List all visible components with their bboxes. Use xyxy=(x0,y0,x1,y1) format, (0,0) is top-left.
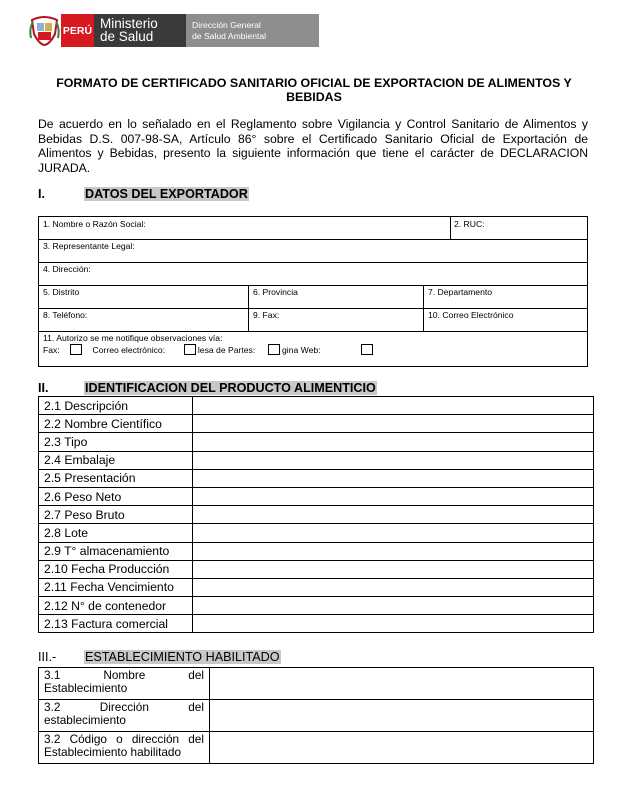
product-field-label: 2.4 Embalaje xyxy=(39,451,193,469)
table-row xyxy=(39,469,594,487)
coat-of-arms-icon xyxy=(28,14,61,47)
option-fax-checkbox[interactable] xyxy=(70,344,82,355)
option-web-label: gina Web: xyxy=(282,345,321,355)
section1-title: DATOS DEL EXPORTADOR xyxy=(85,187,248,201)
option-mesa-checkbox[interactable] xyxy=(268,344,280,355)
table-row xyxy=(39,560,594,578)
product-field-label: 2.8 Lote xyxy=(39,524,193,542)
product-field-value[interactable] xyxy=(193,578,594,596)
field-distrito[interactable]: 5. Distrito xyxy=(43,287,80,297)
field-nombre[interactable]: 1. Nombre o Razón Social: xyxy=(43,219,146,229)
establishment-field-value[interactable] xyxy=(210,700,594,732)
minsa-logo xyxy=(28,14,319,47)
table-row xyxy=(39,542,594,560)
table-row xyxy=(39,700,594,732)
table-row xyxy=(39,668,594,700)
notify-options xyxy=(43,344,373,355)
product-field-value[interactable] xyxy=(193,487,594,505)
product-field-value[interactable] xyxy=(193,397,594,415)
label-line2: establecimiento xyxy=(44,713,126,727)
section1-heading xyxy=(38,187,338,203)
product-field-value[interactable] xyxy=(193,433,594,451)
product-field-label: 2.3 Tipo xyxy=(39,433,193,451)
table-row xyxy=(39,506,594,524)
exporter-form xyxy=(38,216,588,367)
table-row xyxy=(39,524,594,542)
establishment-field-value[interactable] xyxy=(210,732,594,764)
direction-line2: de Salud Ambiental xyxy=(192,31,267,41)
product-field-value[interactable] xyxy=(193,597,594,615)
product-field-value[interactable] xyxy=(193,524,594,542)
section2-number: II. xyxy=(38,381,49,395)
intro-paragraph: De acuerdo en lo señalado en el Reglamento sobre Vigilancia y Control Sanitario de Alimentos y Bebidas D.S. 007-98-SA, Artículo 86° sobre el Certificado Sanitario Oficial de Exportación de Alimentos y Bebidas, presento la siguiente información que tiene el carácter de DECLARACION JURADA. xyxy=(38,117,588,175)
direction-name xyxy=(186,14,319,47)
product-field-label: 2.6 Peso Neto xyxy=(39,487,193,505)
product-field-label: 2.5 Presentación xyxy=(39,469,193,487)
option-correo-checkbox[interactable] xyxy=(184,344,196,355)
table-row xyxy=(39,397,594,415)
product-field-label: 2.13 Factura comercial xyxy=(39,615,193,633)
field-correo[interactable]: 10. Correo Electrónico xyxy=(428,310,514,320)
product-field-value[interactable] xyxy=(193,451,594,469)
option-mesa-label: lesa de Partes: xyxy=(197,345,256,355)
product-field-value[interactable] xyxy=(193,506,594,524)
establishment-field-value[interactable] xyxy=(210,668,594,700)
section1-number: I. xyxy=(38,187,45,201)
establishment-field-label xyxy=(39,668,210,700)
table-row xyxy=(39,415,594,433)
table-row xyxy=(39,487,594,505)
establishment-field-label xyxy=(39,732,210,764)
table-row xyxy=(39,597,594,615)
option-fax-label: Fax: xyxy=(43,345,60,355)
establishment-field-label xyxy=(39,700,210,732)
product-field-value[interactable] xyxy=(193,469,594,487)
product-field-label: 2.10 Fecha Producción xyxy=(39,560,193,578)
table-row xyxy=(39,615,594,633)
table-row xyxy=(39,433,594,451)
product-field-label: 2.2 Nombre Científico xyxy=(39,415,193,433)
field-departamento[interactable]: 7. Departamento xyxy=(428,287,493,297)
product-table xyxy=(38,396,594,633)
section3-heading xyxy=(38,650,338,666)
label-line2: Establecimiento habilitado xyxy=(44,745,182,759)
field-representante[interactable]: 3. Representante Legal: xyxy=(43,241,135,251)
product-field-value[interactable] xyxy=(193,615,594,633)
label-line1: 3.1 Nombre del xyxy=(44,668,204,682)
table-row xyxy=(39,578,594,596)
product-field-label: 2.12 N° de contenedor xyxy=(39,597,193,615)
label-line1: 3.2 Dirección del xyxy=(44,700,204,714)
ministry-name xyxy=(94,14,186,47)
product-field-value[interactable] xyxy=(193,415,594,433)
product-field-label: 2.11 Fecha Vencimiento xyxy=(39,578,193,596)
establishment-table xyxy=(38,667,594,764)
product-field-label: 2.1 Descripción xyxy=(39,397,193,415)
direction-line1: Dirección General xyxy=(192,20,261,30)
product-field-label: 2.7 Peso Bruto xyxy=(39,506,193,524)
ministry-line2: de Salud xyxy=(100,29,154,44)
product-field-value[interactable] xyxy=(193,560,594,578)
option-correo-label: Correo electrónico: xyxy=(92,345,166,355)
field-ruc[interactable]: 2. RUC: xyxy=(454,219,485,229)
country-label: PERÚ xyxy=(61,14,94,47)
label-line1: 3.2 Código o dirección del xyxy=(44,732,204,746)
section3-number: III.- xyxy=(38,650,57,664)
ministry-line1: Ministerio xyxy=(100,16,158,31)
option-web-checkbox[interactable] xyxy=(361,344,373,355)
field-provincia[interactable]: 6. Provincia xyxy=(253,287,298,297)
field-direccion[interactable]: 4. Dirección: xyxy=(43,264,91,274)
section3-title: ESTABLECIMIENTO HABILITADO xyxy=(85,650,280,664)
section2-heading xyxy=(38,381,438,397)
label-line2: Establecimiento xyxy=(44,681,128,695)
table-row xyxy=(39,732,594,764)
field-telefono[interactable]: 8. Teléfono: xyxy=(43,310,88,320)
field-notificacion: 11. Autorizo se me notifique observaciones vía: xyxy=(43,333,223,343)
document-title: FORMATO DE CERTIFICADO SANITARIO OFICIAL DE EXPORTACION DE ALIMENTOS Y BEBIDAS xyxy=(56,76,572,104)
section2-title: IDENTIFICACION DEL PRODUCTO ALIMENTICIO xyxy=(85,381,376,395)
field-fax[interactable]: 9. Fax: xyxy=(253,310,280,320)
product-field-value[interactable] xyxy=(193,542,594,560)
table-row xyxy=(39,451,594,469)
product-field-label: 2.9 T° almacenamiento xyxy=(39,542,193,560)
